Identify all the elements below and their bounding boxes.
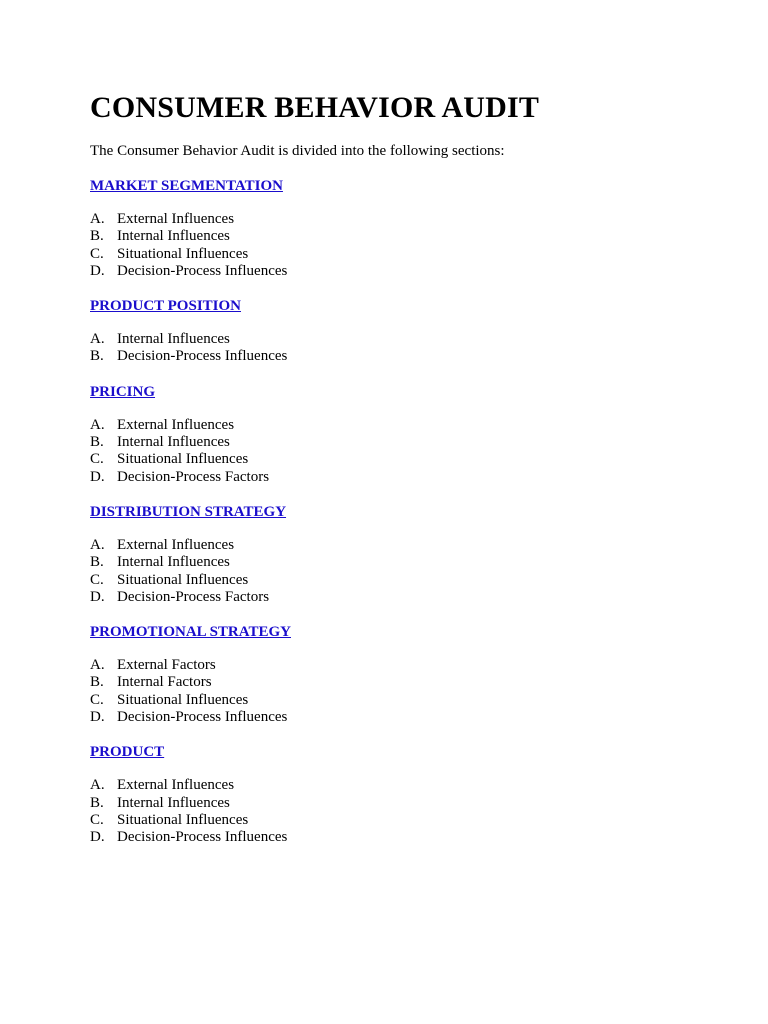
list-item-letter: B.	[90, 348, 104, 365]
list-item-text: Internal Influences	[117, 434, 230, 451]
section-item-list	[90, 331, 730, 366]
list-item	[90, 417, 730, 434]
list-item-text: External Influences	[117, 536, 235, 553]
section-heading-link[interactable]: PRODUCT POSITION	[90, 298, 241, 315]
list-item-letter: C.	[90, 691, 104, 708]
section-heading-link[interactable]: MARKET SEGMENTATION	[90, 178, 283, 194]
list-item	[90, 469, 730, 486]
section	[90, 177, 730, 280]
intro-text: The Consumer Behavior Audit is divided into the following sections:	[90, 143, 505, 159]
list-item-letter: A.	[90, 416, 105, 433]
sections-container	[90, 177, 730, 847]
document-title: CONSUMER BEHAVIOR AUDIT	[90, 91, 540, 124]
list-item-text: Internal Influences	[117, 554, 230, 571]
section-item-list	[90, 537, 730, 606]
list-item-letter: D.	[90, 588, 105, 605]
list-item-text: Decision-Process Influences	[117, 709, 288, 726]
list-item	[90, 829, 730, 846]
list-item-letter: B.	[90, 434, 104, 451]
section	[90, 383, 730, 486]
list-item-text: External Influences	[117, 777, 235, 794]
section-heading-link[interactable]: PRICING	[90, 383, 156, 400]
list-item-text: Internal Influences	[117, 794, 230, 811]
list-item-letter: B.	[90, 228, 104, 245]
list-item	[90, 709, 730, 726]
list-item-text: Internal Influences	[117, 228, 230, 245]
list-item-text: Decision-Process Factors	[117, 468, 270, 485]
list-item	[90, 348, 730, 365]
section	[90, 623, 730, 726]
list-item-letter: D.	[90, 829, 105, 846]
list-item	[90, 589, 730, 606]
list-item	[90, 795, 730, 812]
list-item-letter: A.	[90, 777, 105, 794]
section	[90, 297, 730, 366]
list-item-letter: C.	[90, 811, 104, 828]
list-item-text: Situational Influences	[117, 451, 249, 468]
section-item-list	[90, 211, 730, 280]
list-item	[90, 246, 730, 263]
list-item-text: Decision-Process Influences	[117, 262, 288, 279]
list-item-letter: B.	[90, 674, 104, 691]
list-item	[90, 263, 730, 280]
list-item-text: External Factors	[117, 657, 216, 674]
list-item	[90, 228, 730, 245]
list-item	[90, 331, 730, 348]
list-item-text: External Influences	[117, 416, 235, 433]
section-heading-link[interactable]: DISTRIBUTION STRATEGY	[90, 503, 287, 520]
list-item-letter: B.	[90, 554, 104, 571]
section	[90, 743, 730, 846]
list-item-text: Internal Influences	[117, 331, 230, 348]
list-item-letter: A.	[90, 211, 105, 227]
document-page	[90, 90, 730, 847]
list-item	[90, 451, 730, 468]
list-item-text: Decision-Process Influences	[117, 348, 288, 365]
section-item-list	[90, 657, 730, 726]
list-item-letter: A.	[90, 657, 105, 674]
list-item-text: Situational Influences	[117, 245, 249, 262]
section-heading-link[interactable]: PRODUCT	[90, 744, 165, 761]
list-item	[90, 777, 730, 794]
list-item	[90, 657, 730, 674]
list-item-letter: D.	[90, 709, 105, 726]
list-item	[90, 434, 730, 451]
list-item-letter: D.	[90, 468, 105, 485]
list-item-letter: C.	[90, 571, 104, 588]
list-item	[90, 537, 730, 554]
list-item-letter: D.	[90, 262, 105, 279]
list-item	[90, 211, 730, 228]
list-item-text: Decision-Process Influences	[117, 829, 288, 846]
list-item-letter: A.	[90, 331, 105, 348]
list-item-text: External Influences	[117, 211, 235, 227]
list-item-text: Situational Influences	[117, 571, 249, 588]
list-item-text: Situational Influences	[117, 811, 249, 828]
list-item-text: Internal Factors	[117, 674, 212, 691]
list-item	[90, 674, 730, 691]
list-item-text: Situational Influences	[117, 691, 249, 708]
list-item-text: Decision-Process Factors	[117, 588, 270, 605]
section-heading-link[interactable]: PROMOTIONAL STRATEGY	[90, 624, 291, 641]
list-item-letter: B.	[90, 794, 104, 811]
list-item	[90, 692, 730, 709]
list-item	[90, 572, 730, 589]
section-item-list	[90, 777, 730, 846]
list-item	[90, 812, 730, 829]
section-item-list	[90, 417, 730, 486]
list-item	[90, 554, 730, 571]
list-item-letter: C.	[90, 451, 104, 468]
section	[90, 503, 730, 606]
list-item-letter: A.	[90, 536, 105, 553]
list-item-letter: C.	[90, 245, 104, 262]
